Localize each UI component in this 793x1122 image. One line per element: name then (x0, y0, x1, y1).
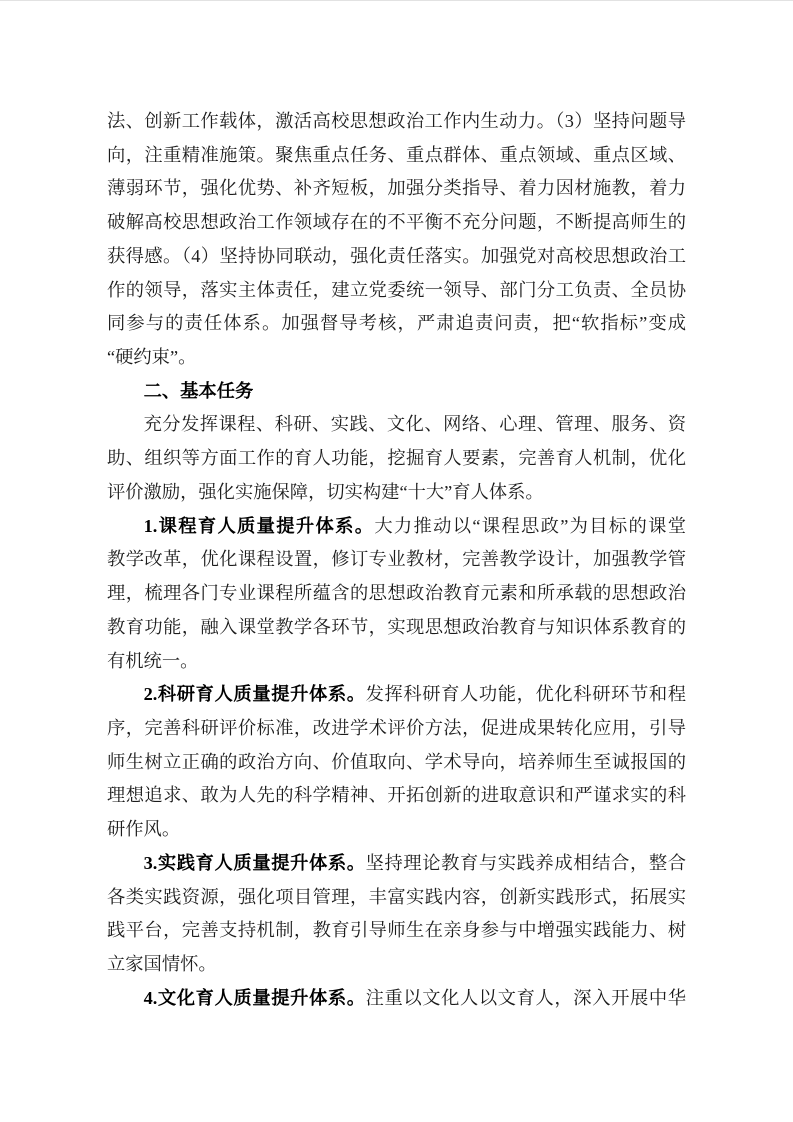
bold-lead-label: 1.课程育人质量提升体系。 (143, 515, 375, 536)
text-line (107, 712, 686, 746)
text-line (107, 847, 686, 881)
bold-lead-label: 4.文化育人质量提升体系。 (143, 987, 366, 1008)
text-line (107, 206, 686, 240)
text-line (107, 982, 686, 1016)
paragraph-item-4-culture (107, 982, 686, 1016)
text-line (107, 172, 686, 206)
line-text: 立家国情怀。 (107, 953, 217, 974)
line-text: 师生树立正确的政治方向、价值取向、学术导向，培养师生至诚报国的 (107, 751, 686, 772)
text-line (107, 375, 686, 409)
line-text: 践平台，完善支持机制，教育引导师生在亲身参与中增强实践能力、树 (107, 920, 686, 941)
text-line (107, 779, 686, 813)
paragraph-item-3-practice (107, 847, 686, 982)
line-text: 教学改革，优化课程设置，修订专业教材，完善教学设计，加强教学管 (107, 549, 686, 570)
text-line (107, 139, 686, 173)
line-text: 二、基本任务 (143, 380, 254, 401)
text-line (107, 914, 686, 948)
line-text: 坚持理论教育与实践养成相结合，整合 (365, 852, 686, 873)
bold-lead-label: 2.科研育人质量提升体系。 (143, 684, 366, 705)
text-line (107, 678, 686, 712)
paragraph-item-1-curriculum (107, 510, 686, 679)
line-text: 破解高校思想政治工作领域存在的不平衡不充分问题，不断提高师生的 (107, 212, 686, 233)
line-text: 注重以文化人以文育人，深入开展中华 (365, 987, 686, 1008)
text-line (107, 645, 686, 679)
paragraph-item-2-research (107, 678, 686, 847)
line-text: 有机统一。 (107, 650, 199, 671)
line-text: “硬约束”。 (107, 347, 197, 368)
text-line (107, 240, 686, 274)
line-text: 研作风。 (107, 819, 181, 840)
line-text: 教育功能，融入课堂教学各环节，实现思想政治教育与知识体系教育的 (107, 616, 686, 637)
text-line (107, 274, 686, 308)
text-line (107, 746, 686, 780)
line-text: 发挥科研育人功能，优化科研环节和程 (365, 684, 686, 705)
line-text: 作的领导，落实主体责任，建立党委统一领导、部门分工负责、全员协 (107, 279, 686, 300)
text-line (107, 510, 686, 544)
text-line (107, 948, 686, 982)
line-text: 评价激励，强化实施保障，切实构建“十大”育人体系。 (107, 481, 544, 502)
line-text: 获得感。（4）坚持协同联动，强化责任落实。加强党对高校思想政治工 (107, 245, 686, 266)
text-line (107, 341, 686, 375)
line-text: 序，完善科研评价标准，改进学术评价方法，促进成果转化应用，引导 (107, 717, 686, 738)
paragraph-basic-tasks-intro (107, 408, 686, 509)
text-line (107, 577, 686, 611)
line-text: 向，注重精准施策。聚焦重点任务、重点群体、重点领域、重点区域、 (107, 144, 686, 165)
text-line (107, 442, 686, 476)
heading-section-two-basic-tasks (107, 375, 686, 409)
text-line (107, 408, 686, 442)
text-line (107, 611, 686, 645)
text-line (107, 881, 686, 915)
text-line (107, 813, 686, 847)
document-text-block (107, 105, 686, 1015)
text-line (107, 476, 686, 510)
line-text: 法、创新工作载体，激活高校思想政治工作内生动力。（3）坚持问题导 (107, 111, 686, 131)
line-text: 助、组织等方面工作的育人功能，挖掘育人要素，完善育人机制，优化 (107, 448, 686, 469)
line-text: 理想追求、敢为人先的科学精神、开拓创新的进取意识和严谨求实的科 (107, 785, 686, 806)
text-line (107, 105, 686, 139)
bold-lead-label: 3.实践育人质量提升体系。 (143, 852, 366, 873)
page-top-edge (0, 0, 793, 1)
line-text: 各类实践资源，强化项目管理，丰富实践内容，创新实践形式，拓展实 (107, 886, 686, 907)
paragraph-guiding-principles-continuation (107, 105, 686, 375)
line-text: 大力推动以“课程思政”为目标的课堂 (374, 515, 686, 536)
line-text: 理，梳理各门专业课程所蕴含的思想政治教育元素和所承载的思想政治 (107, 583, 686, 604)
text-line (107, 543, 686, 577)
line-text: 同参与的责任体系。加强督导考核，严肃追责问责，把“软指标”变成 (107, 313, 686, 334)
line-text: 薄弱环节，强化优势、补齐短板，加强分类指导、着力因材施教，着力 (107, 178, 686, 199)
line-text: 充分发挥课程、科研、实践、文化、网络、心理、管理、服务、资 (143, 414, 686, 435)
text-line (107, 307, 686, 341)
